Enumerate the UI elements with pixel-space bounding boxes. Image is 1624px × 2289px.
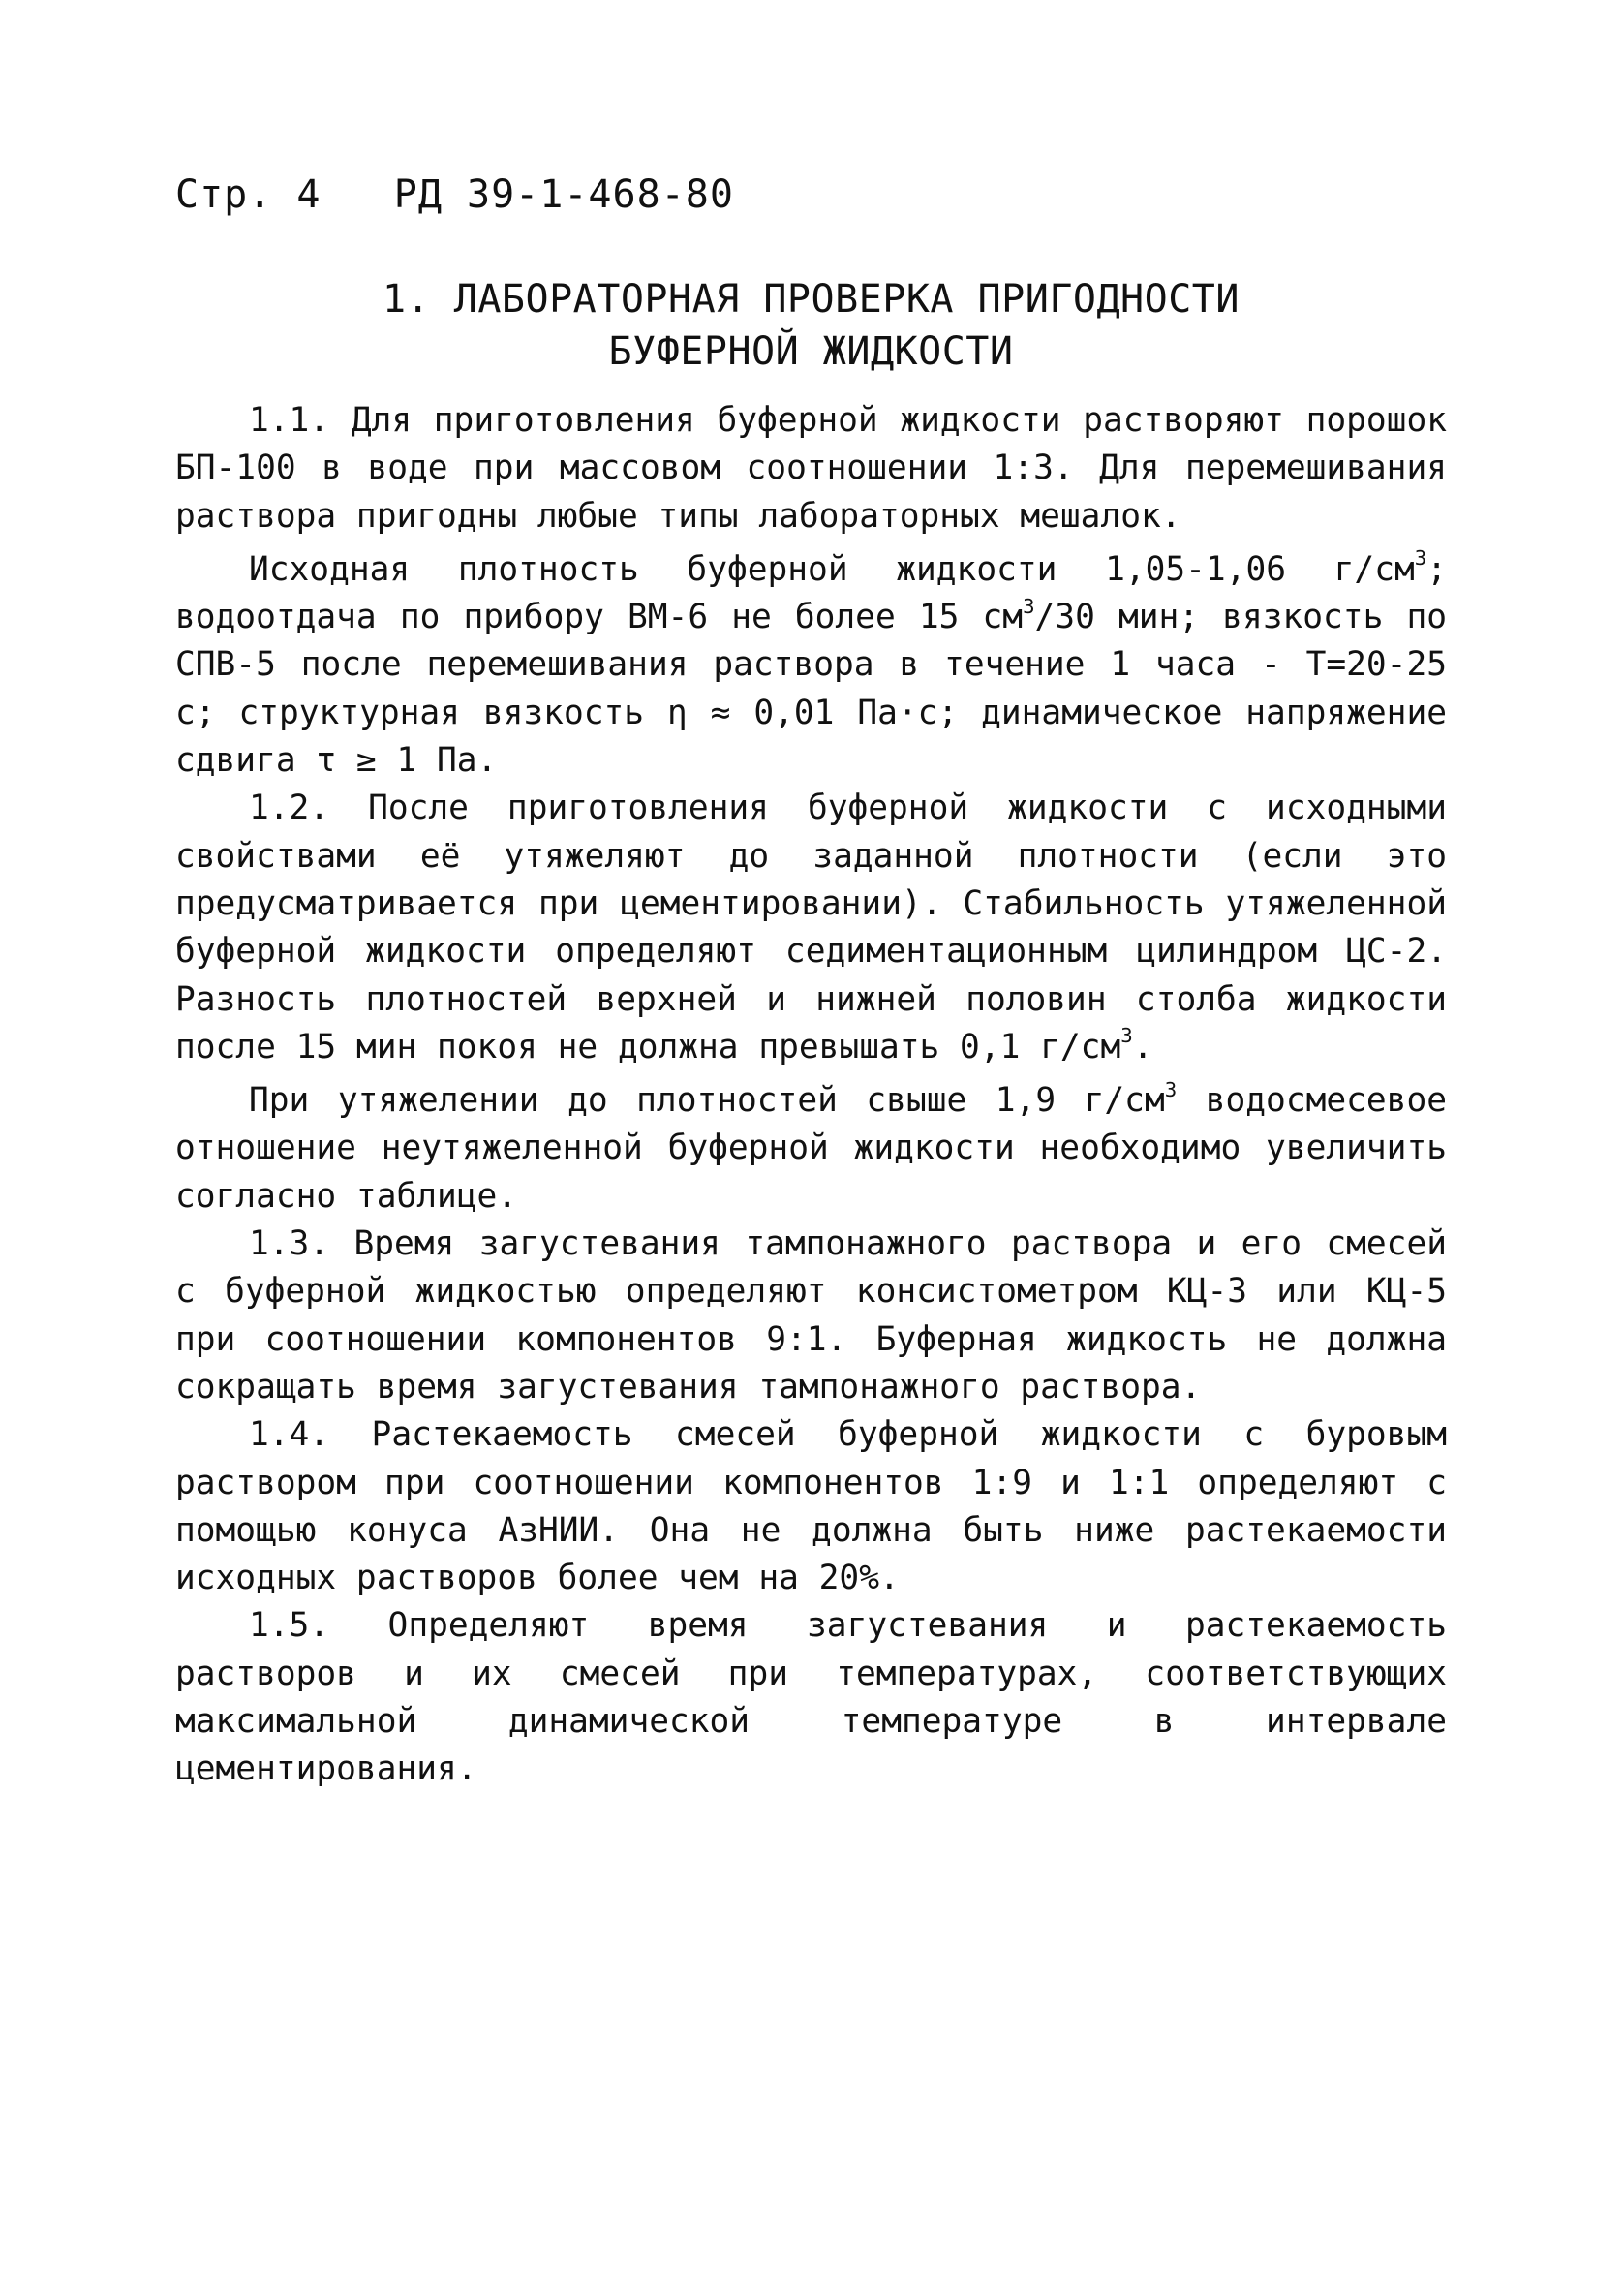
- page-number: Стр. 4: [175, 172, 322, 217]
- superscript: 3: [1120, 1024, 1133, 1048]
- paragraph-text: .: [1132, 1027, 1153, 1067]
- paragraph-1-2: [175, 785, 1447, 1071]
- paragraph-text: Исходная плотность буферной жидкости 1,05-1,06 г/см: [249, 549, 1415, 589]
- section-title-line-2: БУФЕРНОЙ ЖИДКОСТИ: [608, 329, 1014, 374]
- paragraph-1-1: 1.1. Для приготовления буферной жидкости растворяют порошок БП-100 в воде при массовом соотношении 1:3. Для перемешивания раствора пригодны любые типы лабораторных мешалок.: [175, 401, 1447, 536]
- paragraph-text: 1.2. После приготовления буферной жидкости с исходными свойствами её утяжеляют до заданной плотности (если это предусматривается при цементировании). Стабильность утяжеленной буферной жидкости определяют седиментационным цилиндром ЦС-2. Разность плотностей верхней и нижней половин столба жидкости после 15 мин покоя не должна превышать 0,1 г/см: [175, 789, 1447, 1067]
- superscript: 3: [1414, 546, 1427, 571]
- paragraph-initial-properties: [175, 546, 1447, 785]
- paragraph-1-5: 1.5. Определяют время загустевания и растекаемость растворов и их смесей при температурах, соответствующих максимальной динамической температуре в интервале цементирования.: [175, 1606, 1447, 1789]
- superscript: 3: [1023, 594, 1035, 618]
- paragraph-1-3: 1.3. Время загустевания тампонажного раствора и его смесей с буферной жидкостью определяют консистометром КЦ-3 или КЦ-5 при соотношении компонентов 9:1. Буферная жидкость не должна сокращать время загустевания тампонажного раствора.: [175, 1224, 1447, 1407]
- paragraph-text: ; водоотдача по прибору ВМ-6 не более 15 см: [175, 549, 1447, 637]
- superscript: 3: [1164, 1077, 1178, 1101]
- paragraph-weighting: [175, 1077, 1447, 1221]
- document-code: РД 39-1-468-80: [393, 172, 734, 217]
- paragraph-1-4: 1.4. Растекаемость смесей буферной жидкости с буровым раствором при соотношении компонентов 1:9 и 1:1 определяют с помощью конуса АзНИИ. Она не должна быть ниже растекаемости исходных растворов более чем на 20%.: [175, 1415, 1447, 1598]
- page-header: [175, 172, 734, 217]
- section-title: [175, 273, 1447, 378]
- paragraph-text: /30 мин; вязкость по СПВ-5 после перемешивания раствора в течение 1 часа - Т=20-25 с; структурная вязкость η ≈ 0,01 Па·с; динамическое напряжение сдвига τ ≥ 1 Па.: [175, 598, 1447, 781]
- paragraph-text: водосмесевое отношение неутяжеленной буферной жидкости необходимо увеличить согласно таблице.: [175, 1081, 1447, 1216]
- paragraph-text: При утяжелении до плотностей свыше 1,9 г/см: [249, 1081, 1165, 1121]
- section-title-line-1: 1. ЛАБОРАТОРНАЯ ПРОВЕРКА ПРИГОДНОСТИ: [383, 277, 1240, 322]
- document-body: [175, 397, 1447, 1794]
